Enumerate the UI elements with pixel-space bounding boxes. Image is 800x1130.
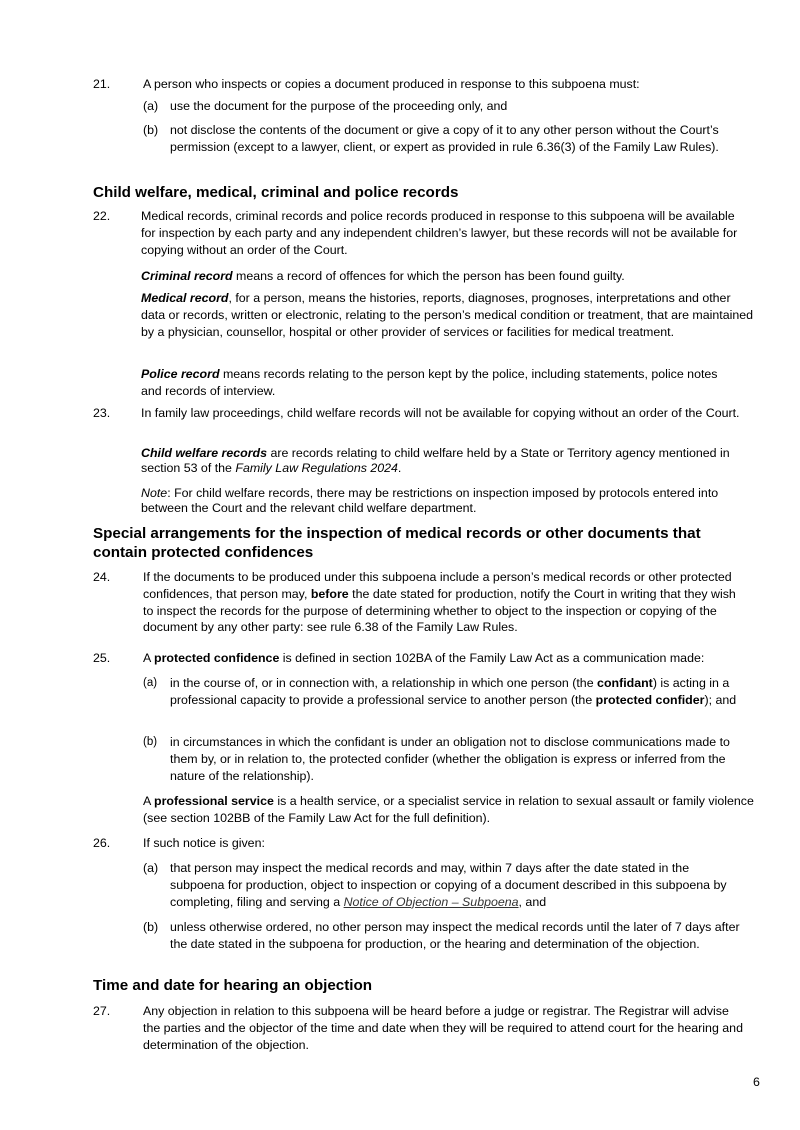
professional-service-def: is a health service, or a specialist service in relation to sexual assault or family violence (see section 102BB of the Family Law Act for the full definition). [143, 794, 754, 825]
item-25b-text: in circumstances in which the confidant is under an obligation not to disclose communications made to them by, or in relation to, the protected confider (whether the obligation is express or inferred from the nature of the relationship). [170, 735, 730, 783]
paragraph-22-text: Medical records, criminal records and police records produced in response to this subpoena will be available for inspection by each party and any independent children’s lawyer, but these records will not be available for copying without an order of the Court. [141, 209, 738, 257]
item-25b-label: (b) [143, 736, 158, 748]
item-25a-text [170, 675, 740, 709]
term-professional-service: professional service [154, 794, 274, 808]
def-medical-record: , for a person, means the histories, reports, diagnoses, prognoses, interpretations and other data or records, written or electronic, relating to the person’s medical condition or treatment, that are maintained by a physician, counsellor, hospital or other provider of services or facilities for medical treatment. [141, 291, 754, 339]
paragraph-number-23: 23. [93, 406, 111, 420]
paragraph-24-text [143, 569, 740, 636]
paragraph-25-text-part1: A [143, 651, 155, 665]
definition-criminal-record [141, 268, 756, 285]
term-medical-record: Medical record [141, 291, 229, 305]
item-26a-part2: , and [518, 894, 547, 909]
def-child-welfare-end: . [397, 460, 402, 475]
item-21a-text: use the document for the purpose of the proceeding only, and [170, 99, 508, 113]
notice-of-objection-link[interactable]: Notice of Objection – Subpoena [343, 894, 519, 909]
before-emphasis: before [310, 586, 349, 601]
paragraph-25-text-part2: is defined in section 102BA of the Family Law Act as a communication made: [279, 651, 705, 665]
term-protected-confidence: protected confidence [154, 651, 280, 665]
paragraph-number-25: 25. [93, 651, 111, 665]
page-number: 6 [753, 1075, 760, 1089]
family-law-regulations-title: Family Law Regulations 2024 [235, 460, 398, 475]
def-child-welfare-records: are records relating to child welfare held by a State or Territory agency mentioned in section 53 of the [141, 446, 730, 475]
professional-service-prefix: A [143, 794, 155, 808]
note-text: : For child welfare records, there may be restrictions on inspection imposed by protocols entered into between the Court and the relevant child welfare department. [141, 486, 719, 515]
paragraph-number-24: 24. [93, 570, 111, 584]
note-label: Note [141, 486, 168, 500]
item-26a-part1: that person may inspect the medical records and may, within 7 days after the date stated in the subpoena for production, object to inspection or copying of a document described in this subpoena by completing, filing and serving a [170, 861, 727, 909]
definition-medical-record [141, 290, 756, 340]
term-protected-confider: protected confider [595, 692, 705, 707]
item-21b-text: not disclose the contents of the document or give a copy of it to any other person without the Court’s permission (except to a lawyer, client, or expert as provided in rule 6.36(3) of the Family Law Rules). [170, 123, 719, 154]
section-heading-special-arrangements: Special arrangements for the inspection of medical records or other documents that contain protected confidences [93, 525, 701, 561]
item-25a-part1: in the course of, or in connection with, a relationship in which one person (the [170, 676, 598, 690]
paragraph-27-text: Any objection in relation to this subpoena will be heard before a judge or registrar. The Registrar will advise the parties and the objector of the time and date when they will be required to attend court for the hearing and determination of the objection. [143, 1004, 743, 1052]
term-confidant: confidant [597, 676, 653, 690]
term-criminal-record: Criminal record [141, 269, 233, 283]
item-25a-part3: ); and [704, 692, 737, 707]
paragraph-number-27: 27. [93, 1004, 111, 1018]
definition-child-welfare-records [141, 446, 741, 476]
section-heading-hearing-objection: Time and date for hearing an objection [93, 977, 373, 994]
item-26a-label: (a) [143, 861, 159, 875]
paragraph-24-text-part2: the date stated for production, notify the Court in writing that they wish to inspect the records for the purpose of determining whether to object to the inspection or copying of the document by any other party: see rule 6.38 of the Family Law Rules. [143, 586, 736, 635]
paragraph-24-text-part1: If the documents to be produced under this subpoena include a person’s medical records or other protected confidences, that person may, [143, 570, 732, 601]
paragraph-number-26: 26. [93, 836, 111, 850]
item-26a-text [170, 860, 740, 910]
def-police-record: means records relating to the person kept by the police, including statements, police notes and records of interview. [141, 367, 718, 398]
section-heading-records: Child welfare, medical, criminal and police records [93, 184, 459, 201]
definition-professional-service [143, 793, 758, 827]
item-21a-label: (a) [143, 99, 159, 113]
item-25a-part2: ) is acting in a professional capacity to provide a professional service to another person (the [170, 676, 730, 707]
paragraph-number-21: 21. [93, 77, 111, 91]
paragraph-number-22: 22. [93, 209, 111, 223]
term-police-record: Police record [141, 367, 220, 381]
child-welfare-note [141, 486, 756, 516]
definition-police-record [141, 366, 741, 400]
paragraph-26-text: If such notice is given: [143, 836, 265, 850]
item-26b-label: (b) [143, 920, 159, 934]
paragraph-25-text [143, 650, 773, 667]
def-criminal-record: means a record of offences for which the person has been found guilty. [232, 269, 625, 283]
item-26b-text: unless otherwise ordered, no other person may inspect the medical records until the later of 7 days after the date stated in the subpoena for production, or the hearing and determination of the objection. [170, 920, 740, 951]
item-25a-label: (a) [143, 677, 158, 689]
paragraph-23-text: In family law proceedings, child welfare records will not be available for copying without an order of the Court. [141, 406, 740, 420]
paragraph-21-text: A person who inspects or copies a document produced in response to this subpoena must: [143, 77, 640, 91]
item-21b-label: (b) [143, 123, 159, 137]
term-child-welfare-records: Child welfare records [141, 446, 268, 460]
